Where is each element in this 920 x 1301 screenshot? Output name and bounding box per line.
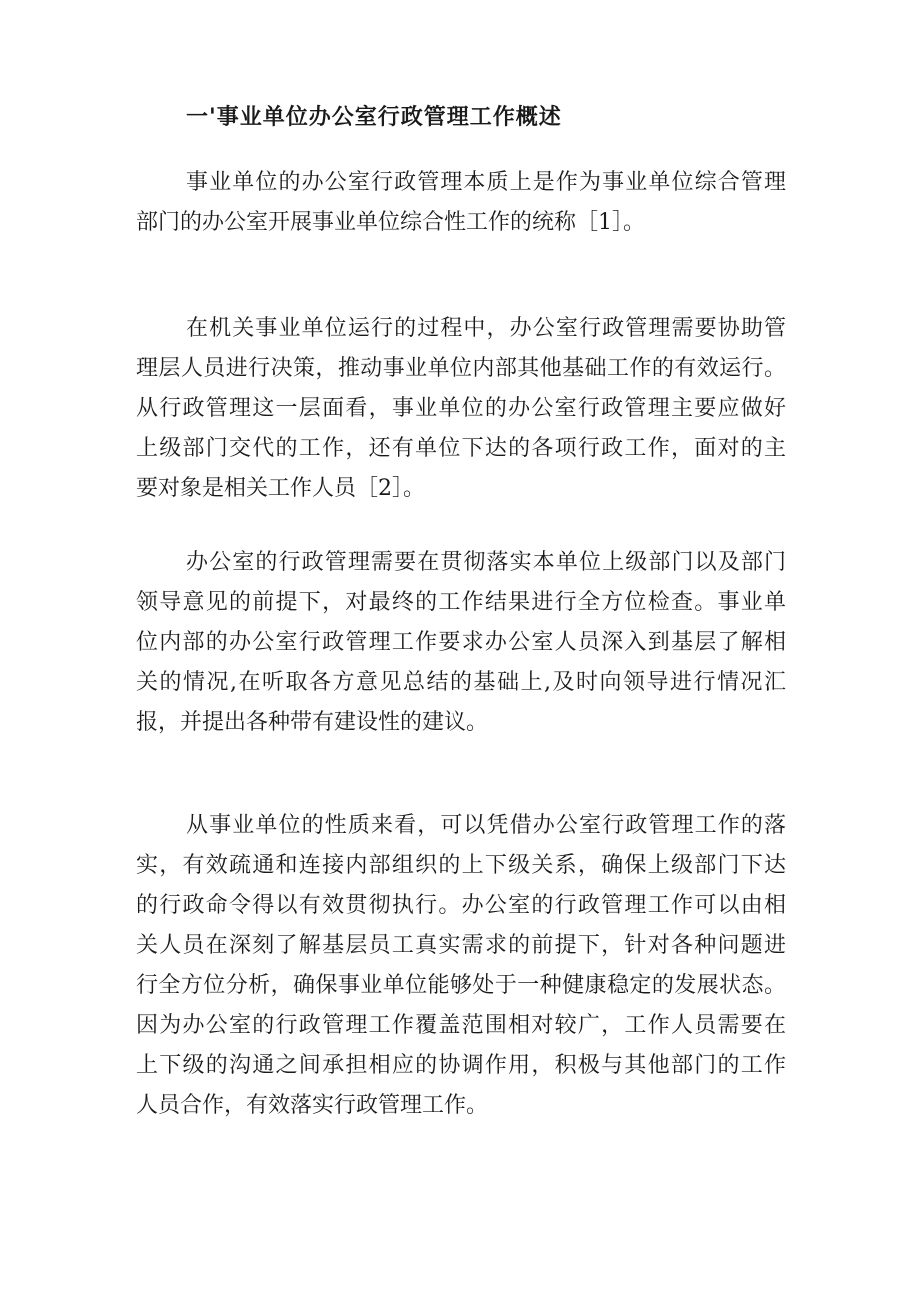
paragraph-overview-inspection — [136, 543, 786, 743]
paragraph-line: 上下级的沟通之间承担相应的协调作用，积极与其他部门的工作 — [136, 1053, 786, 1078]
paragraph-line: 从行政管理这一层面看，事业单位的办公室行政管理主要应做好 — [136, 396, 786, 421]
paragraph-line: 领导意见的前提下，对最终的工作结果进行全方位检查。事业单 — [136, 590, 786, 615]
paragraph-overview-definition — [136, 163, 786, 243]
paragraph-line: 从事业单位的性质来看，可以凭借办公室行政管理工作的落 — [186, 813, 786, 838]
paragraph-line: 上级部门交代的工作，还有单位下达的各项行政工作，面对的主 — [136, 436, 786, 461]
paragraph-line: 位内部的办公室行政管理工作要求办公室人员深入到基层了解相 — [136, 630, 786, 655]
paragraph-line: 因为办公室的行政管理工作覆盖范围相对较广，工作人员需要在 — [136, 1013, 786, 1038]
section-heading: 一'事业单位办公室行政管理工作概述 — [186, 104, 562, 130]
paragraph-line: 办公室的行政管理需要在贯彻落实本单位上级部门以及部门 — [186, 550, 786, 575]
paragraph-line: 理层人员进行决策，推动事业单位内部其他基础工作的有效运行。 — [136, 356, 786, 381]
paragraph-line: 关人员在深刻了解基层员工真实需求的前提下，针对各种问题进 — [136, 933, 786, 958]
paragraph-line: 实，有效疏通和连接内部组织的上下级关系，确保上级部门下达 — [136, 853, 786, 878]
paragraph-line: 人员合作，有效落实行政管理工作。 — [136, 1093, 489, 1118]
paragraph-line: 在机关事业单位运行的过程中，办公室行政管理需要协助管 — [186, 316, 786, 341]
paragraph-line: 报，并提出各种带有建设性的建议。 — [136, 710, 489, 735]
paragraph-line: 行全方位分析，确保事业单位能够处于一种健康稳定的发展状态。 — [136, 973, 786, 998]
paragraph-overview-operation — [136, 309, 786, 509]
paragraph-line: 事业单位的办公室行政管理本质上是作为事业单位综合管理 — [186, 170, 786, 195]
paragraph-line: 要对象是相关工作人员［2］。 — [136, 476, 425, 501]
paragraph-line: 的行政命令得以有效贯彻执行。办公室的行政管理工作可以由相 — [136, 893, 786, 918]
paragraph-line: 关的情况,在听取各方意见总结的基础上,及时向领导进行情况汇 — [136, 670, 786, 695]
paragraph-overview-nature — [136, 806, 786, 1126]
paragraph-line: 部门的办公室开展事业单位综合性工作的统称［1］。 — [136, 210, 645, 235]
